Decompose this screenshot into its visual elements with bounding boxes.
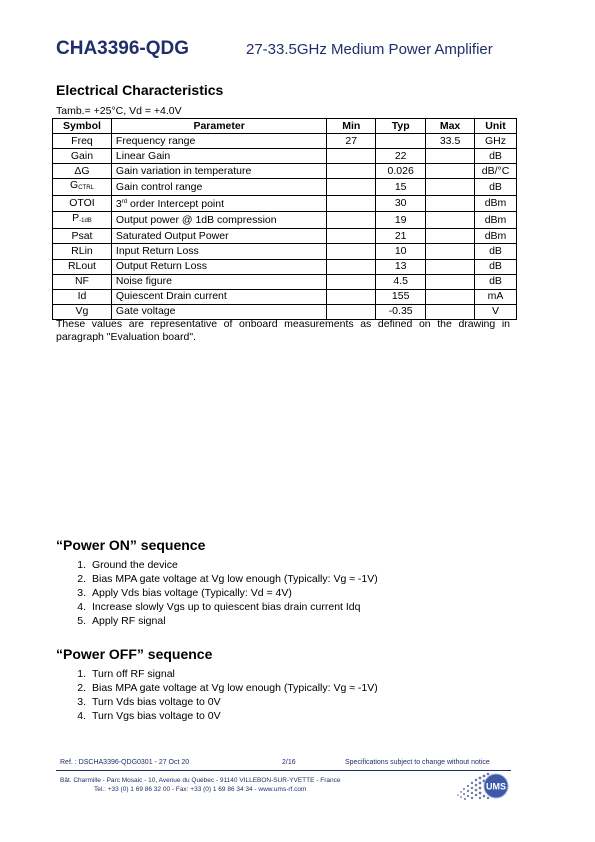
cell-unit: mA bbox=[475, 289, 517, 304]
footer-disclaimer: Specifications subject to change without notice bbox=[345, 759, 490, 766]
cell-max bbox=[426, 212, 475, 229]
cell-parameter: Quiescent Drain current bbox=[111, 289, 326, 304]
col-typ: Typ bbox=[376, 119, 426, 134]
cell-typ: 10 bbox=[376, 244, 426, 259]
cell-min bbox=[327, 274, 376, 289]
cell-max bbox=[426, 196, 475, 212]
product-title: 27-33.5GHz Medium Power Amplifier bbox=[246, 41, 493, 58]
step-number: 5. bbox=[77, 615, 86, 627]
step-number: 2. bbox=[77, 682, 86, 694]
table-row bbox=[53, 244, 517, 259]
cell-unit: dB bbox=[475, 244, 517, 259]
cell-symbol: Vg bbox=[53, 304, 112, 319]
parameter-superscript: rd bbox=[121, 199, 128, 206]
part-number: CHA3396-QDG bbox=[56, 38, 190, 59]
cell-max: 33.5 bbox=[426, 134, 475, 149]
cell-symbol: OTOI bbox=[53, 196, 112, 212]
cell-typ: 13 bbox=[376, 259, 426, 274]
cell-min bbox=[327, 164, 376, 179]
power-off-heading: “Power OFF” sequence bbox=[56, 646, 213, 662]
cell-symbol: Id bbox=[53, 289, 112, 304]
parameter-rest: order Intercept point bbox=[127, 198, 224, 211]
cell-parameter bbox=[111, 196, 326, 212]
cell-max bbox=[426, 259, 475, 274]
cell-parameter: Noise figure bbox=[111, 274, 326, 289]
cell-typ bbox=[376, 134, 426, 149]
cell-typ: -0.35 bbox=[376, 304, 426, 319]
step-text: Turn Vgs bias voltage to 0V bbox=[92, 710, 221, 722]
list-item bbox=[56, 558, 378, 572]
list-item bbox=[56, 681, 378, 695]
cell-symbol: RLin bbox=[53, 244, 112, 259]
cell-symbol: ΔG bbox=[53, 164, 112, 179]
list-item bbox=[56, 600, 378, 614]
test-conditions: Tamb.= +25°C, Vd = +4.0V bbox=[56, 105, 182, 117]
step-number: 4. bbox=[77, 601, 86, 613]
step-text: Increase slowly Vgs up to quiescent bias drain current Idq bbox=[92, 601, 361, 613]
cell-max bbox=[426, 179, 475, 196]
table-header-row bbox=[53, 119, 517, 134]
step-number: 3. bbox=[77, 696, 86, 708]
cell-min bbox=[327, 149, 376, 164]
list-item bbox=[56, 614, 378, 628]
footer-contact: Tel.: +33 (0) 1 69 86 32 00 - Fax: +33 (0) 1 69 86 34 34 - www.ums-rf.com bbox=[94, 786, 307, 793]
cell-max bbox=[426, 164, 475, 179]
step-number: 1. bbox=[77, 668, 86, 680]
table-row bbox=[53, 134, 517, 149]
ums-logo bbox=[455, 770, 511, 802]
cell-parameter: Gate voltage bbox=[111, 304, 326, 319]
power-on-heading: “Power ON” sequence bbox=[56, 537, 206, 553]
cell-unit: dB bbox=[475, 149, 517, 164]
col-max: Max bbox=[426, 119, 475, 134]
step-text: Apply Vds bias voltage (Typically: Vd = 4V) bbox=[92, 587, 292, 599]
cell-typ: 19 bbox=[376, 212, 426, 229]
step-text: Turn off RF signal bbox=[92, 668, 175, 680]
step-text: Bias MPA gate voltage at Vg low enough (Typically: Vg ≈ -1V) bbox=[92, 682, 378, 694]
step-text: Apply RF signal bbox=[92, 615, 166, 627]
symbol-main: P bbox=[72, 212, 80, 225]
cell-unit: GHz bbox=[475, 134, 517, 149]
cell-parameter: Saturated Output Power bbox=[111, 229, 326, 244]
cell-unit: dB bbox=[475, 259, 517, 274]
footer-reference: Ref. : DSCHA3396-QDG0301 - 27 Oct 20 bbox=[60, 759, 190, 766]
cell-symbol bbox=[53, 212, 112, 229]
cell-typ: 155 bbox=[376, 289, 426, 304]
cell-min bbox=[327, 179, 376, 196]
table-row bbox=[53, 179, 517, 196]
cell-max bbox=[426, 229, 475, 244]
cell-unit: V bbox=[475, 304, 517, 319]
cell-symbol: RLout bbox=[53, 259, 112, 274]
table-row bbox=[53, 212, 517, 229]
cell-symbol: NF bbox=[53, 274, 112, 289]
list-item bbox=[56, 709, 378, 723]
step-text: Ground the device bbox=[92, 559, 178, 571]
table-row bbox=[53, 196, 517, 212]
footer-rule bbox=[56, 770, 511, 771]
electrical-heading: Electrical Characteristics bbox=[56, 82, 224, 98]
cell-min bbox=[327, 289, 376, 304]
col-min: Min bbox=[327, 119, 376, 134]
cell-typ: 4.5 bbox=[376, 274, 426, 289]
cell-typ: 15 bbox=[376, 179, 426, 196]
step-text: Bias MPA gate voltage at Vg low enough (Typically: Vg ≈ -1V) bbox=[92, 573, 378, 585]
cell-max bbox=[426, 149, 475, 164]
parameter-prefix: 3 bbox=[115, 198, 122, 211]
cell-unit: dB bbox=[475, 274, 517, 289]
cell-min bbox=[327, 212, 376, 229]
cell-symbol: Freq bbox=[53, 134, 112, 149]
cell-min bbox=[327, 229, 376, 244]
cell-parameter: Gain control range bbox=[111, 179, 326, 196]
footer-page-number: 2/16 bbox=[282, 759, 296, 766]
cell-parameter: Frequency range bbox=[111, 134, 326, 149]
table-row bbox=[53, 289, 517, 304]
cell-min: 27 bbox=[327, 134, 376, 149]
cell-max bbox=[426, 274, 475, 289]
footer-address: Bât. Charmille - Parc Mosaic - 10, Avenue du Québec - 91140 VILLEBON-SUR-YVETTE - France bbox=[60, 777, 341, 784]
step-number: 4. bbox=[77, 710, 86, 722]
step-text: Turn Vds bias voltage to 0V bbox=[92, 696, 221, 708]
symbol-subscript: CTRL bbox=[78, 185, 94, 192]
list-item bbox=[56, 572, 378, 586]
list-item bbox=[56, 695, 378, 709]
cell-parameter: Input Return Loss bbox=[111, 244, 326, 259]
cell-unit: dB bbox=[475, 179, 517, 196]
cell-unit: dB/°C bbox=[475, 164, 517, 179]
symbol-main: G bbox=[70, 179, 79, 192]
cell-parameter: Linear Gain bbox=[111, 149, 326, 164]
step-number: 1. bbox=[77, 559, 86, 571]
table-row bbox=[53, 164, 517, 179]
list-item bbox=[56, 667, 378, 681]
cell-parameter: Gain variation in temperature bbox=[111, 164, 326, 179]
power-on-list bbox=[56, 558, 378, 628]
col-parameter: Parameter bbox=[111, 119, 326, 134]
cell-typ: 30 bbox=[376, 196, 426, 212]
cell-max bbox=[426, 289, 475, 304]
col-symbol: Symbol bbox=[53, 119, 112, 134]
cell-max bbox=[426, 244, 475, 259]
cell-min bbox=[327, 259, 376, 274]
electrical-table bbox=[52, 118, 517, 320]
measurement-note: These values are representative of onboard measurements as defined on the drawing in paragraph "Evaluation board". bbox=[56, 318, 510, 343]
power-off-list bbox=[56, 667, 378, 723]
cell-symbol: Gain bbox=[53, 149, 112, 164]
cell-parameter: Output Return Loss bbox=[111, 259, 326, 274]
cell-typ: 21 bbox=[376, 229, 426, 244]
logo-text: UMS bbox=[486, 781, 506, 792]
symbol-subscript: -1dB bbox=[79, 218, 92, 225]
cell-symbol bbox=[53, 179, 112, 196]
cell-typ: 22 bbox=[376, 149, 426, 164]
table-row bbox=[53, 259, 517, 274]
cell-unit: dBm bbox=[475, 212, 517, 229]
list-item bbox=[56, 586, 378, 600]
table-row bbox=[53, 229, 517, 244]
cell-unit: dBm bbox=[475, 196, 517, 212]
cell-typ: 0.026 bbox=[376, 164, 426, 179]
cell-min bbox=[327, 196, 376, 212]
cell-parameter: Output power @ 1dB compression bbox=[111, 212, 326, 229]
table-row bbox=[53, 274, 517, 289]
col-unit: Unit bbox=[475, 119, 517, 134]
step-number: 3. bbox=[77, 587, 86, 599]
cell-unit: dBm bbox=[475, 229, 517, 244]
cell-min bbox=[327, 244, 376, 259]
cell-symbol: Psat bbox=[53, 229, 112, 244]
table-row bbox=[53, 149, 517, 164]
step-number: 2. bbox=[77, 573, 86, 585]
